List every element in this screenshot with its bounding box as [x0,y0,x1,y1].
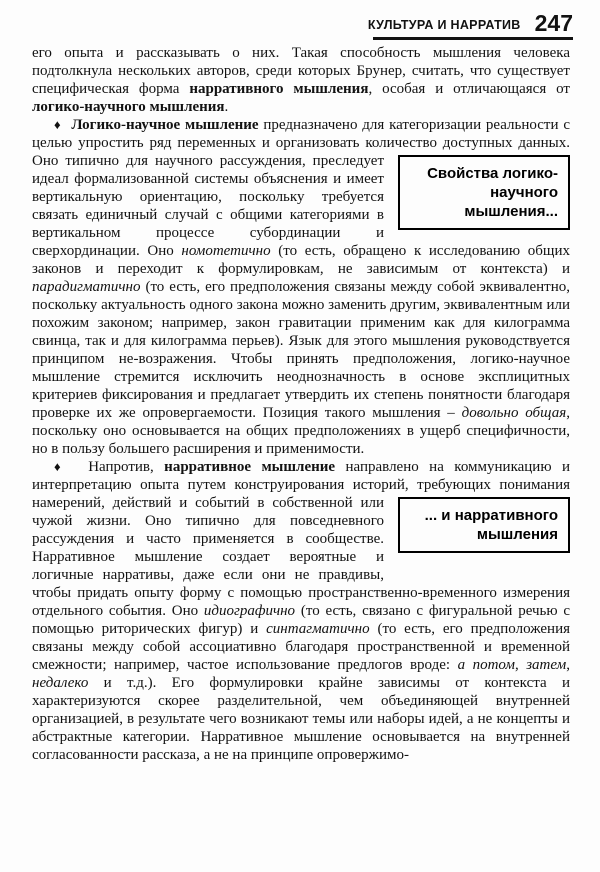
callout-box-logico: Свойства логико-научного мышления... [398,155,570,230]
paragraph-narrative-start: ♦ Напротив, нарративное мышление направлено на коммуникацию и интерпретацию опыта путем конструирования историй, требующих [32,459,571,493]
page-number: 247 [534,10,573,36]
paragraph-logico [32,116,570,458]
callout-box-narrative: ... и нарративного мышления [398,497,570,553]
paragraph-narrative [32,458,570,764]
header-rule [373,37,573,40]
paragraph-intro [32,44,570,116]
paragraph-logico-start: ♦ Логико-научное мышление предназначено для категоризации реальности с целью упростить ряд переменных и организовать количество доступных данных. [32,117,570,151]
bullet-diamond-icon: ♦ [54,459,68,474]
body-text [32,44,570,764]
running-header [368,10,573,37]
paragraph-logico-rest: Оно типично для научного рассуждения, преследует идеал формализованной системы объяснения и имеет вертикальную ориентацию, поскольку требуется связать единичный случай с общими категориями в вертикальном процессе субординации и сверхординации. Оно номотетично (то есть, обращено к исследованию общих законов и переходит к формулировкам, не зависимым от контекста) и парадигматично (то есть, его предположения связаны между собой эквивалентно, поскольку актуальность одного закона можно заменить другим, эквивалентным или похожим законом; например, закон гравитации применим как для килограмма свинца, так и для килограмма перьев). Язык для этого мышления руководствуется принципом не-возражения. Чтобы принять предположения, логико-научное мышление стремится исключить неоднозначность в основе эксплицитных критериев фиксирования и предлагает утвердить их степень понятности благодаря проверке их же опровергаемости. Позиция такого мышления – довольно общая, поскольку оно основывается на общих предположениях в ущерб специфичности, но в пользу большего расширения и применимости. [32,153,571,457]
paragraph-intro-text: его опыта и рассказывать о них. Такая способность мышления человека подтолкнула нескольких авторов, среди которых Брунер, считать, что существует специфическая форма нарративного мышления, особая и отличающаяся от логико-научного мышления. [32,45,570,115]
paragraph-narrative-rest: понимания намерений, действий и событий в собственной или чужой жизни. Оно типично для повседневного рассуждения и часто применяется в сообществе. Нарративное мышление создает вероятные и логичные нарративы, даже если они не правдивы, чтобы придать опыту форму с помощью пространственно-временного измерения отдельного события. Оно идиографично (то есть, связано с фигуральной речью с помощью риторических фигур) и синтагматично (то есть, его предположения связаны между собой ассоциативно благодаря пространственной и временной смежности; например, частое использование предлогов вроде: а потом, затем, недалеко и т.д.). Его формулировки крайне зависимы от контекста и характеризуются скорее разделительной, чем объединяющей внутренней организацией, в результате чего возникают темы или наборы идей, а не концепты и абстрактные категории. Нарративное мышление основывается на внутренней согласованности рассказа, а не на принципе опровержимо- [32,477,571,763]
header-title: КУЛЬТУРА И НАРРАТИВ [367,18,521,32]
bullet-diamond-icon: ♦ [54,117,62,132]
